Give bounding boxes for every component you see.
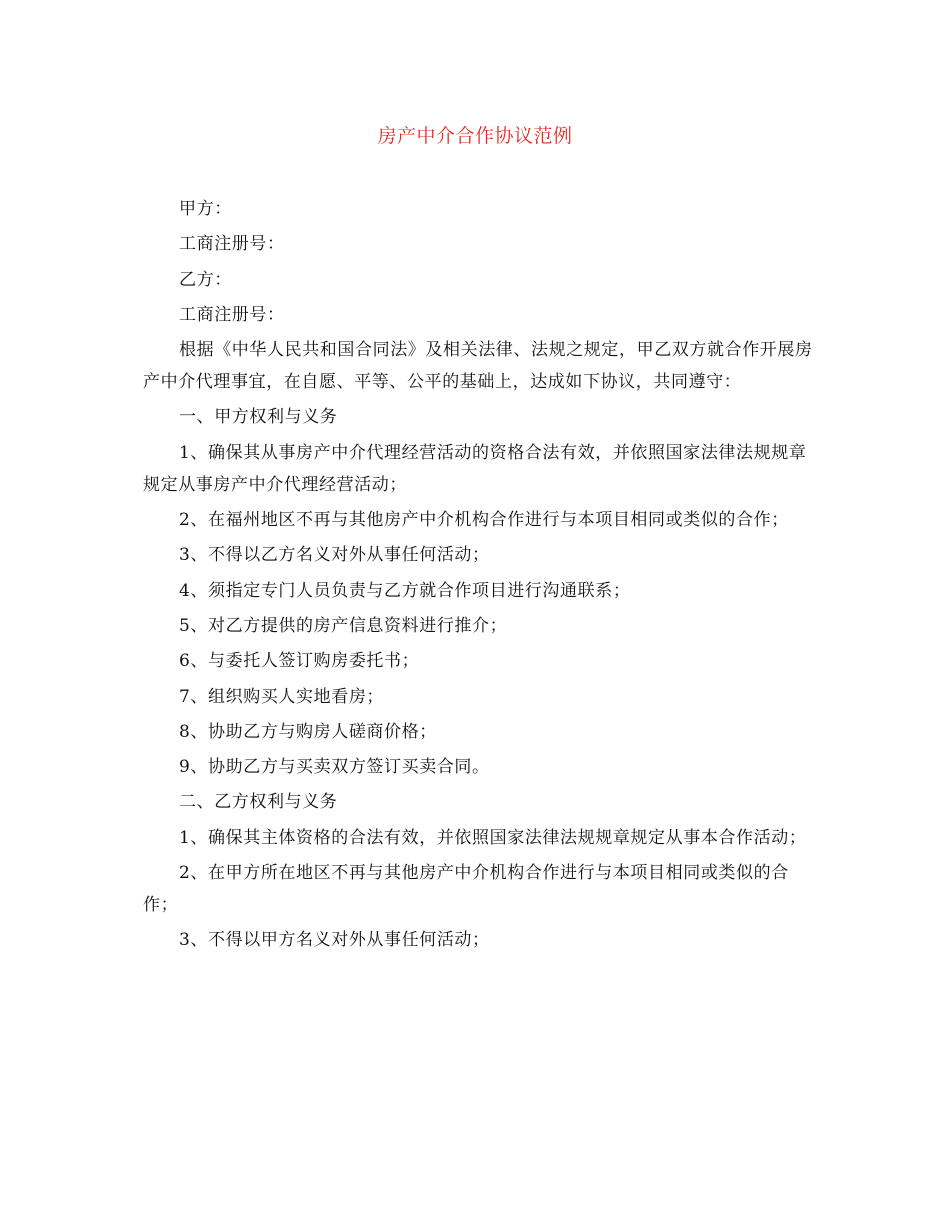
party-a-line: 甲方： bbox=[179, 199, 232, 219]
clause-a-8: 8、协助乙方与购房人磋商价格； bbox=[179, 721, 437, 742]
party-a-registration-line: 工商注册号： bbox=[179, 234, 285, 255]
clause-a-7: 7、组织购买人实地看房； bbox=[179, 686, 385, 707]
clause-a-6: 6、与委托人签订购房委托书； bbox=[179, 651, 420, 672]
clause-a-4: 4、须指定专门人员负责与乙方就合作项目进行沟通联系； bbox=[179, 580, 631, 601]
document-title: 房产中介合作协议范例 bbox=[377, 125, 573, 147]
clause-b-1: 1、确保其主体资格的合法有效，并依照国家法律法规规章规定从事本合作活动； bbox=[179, 827, 807, 848]
clause-a-2: 2、在福州地区不再与其他房产中介机构合作进行与本项目相同或类似的合作； bbox=[179, 510, 789, 531]
clause-a-3: 3、不得以乙方名义对外从事任何活动； bbox=[179, 545, 490, 566]
preamble-paragraph: 根据《中华人民共和国合同法》及相关法律、法规之规定，甲乙双方就合作开展房产中介代理事宜，在自愿、平等、公平的基础上，达成如下协议，共同遵守： bbox=[143, 340, 813, 393]
section-heading-party-b: 二、乙方权利与义务 bbox=[179, 792, 338, 813]
clause-a-9: 9、协助乙方与买卖双方签订买卖合同。 bbox=[179, 757, 490, 778]
document-body bbox=[143, 193, 813, 960]
clause-b-3: 3、不得以甲方名义对外从事任何活动； bbox=[179, 930, 490, 951]
party-b-registration-line: 工商注册号： bbox=[179, 304, 285, 325]
section-heading-party-a: 一、甲方权利与义务 bbox=[179, 407, 338, 428]
party-b-line: 乙方： bbox=[179, 269, 232, 290]
clause-a-5: 5、对乙方提供的房产信息资料进行推介； bbox=[179, 615, 508, 636]
clause-b-2: 2、在甲方所在地区不再与其他房产中介机构合作进行与本项目相同或类似的合作； bbox=[143, 863, 789, 916]
clause-a-1: 1、确保其从事房产中介代理经营活动的资格合法有效，并依照国家法律法规规章规定从事房产中介代理经营活动； bbox=[143, 442, 807, 495]
